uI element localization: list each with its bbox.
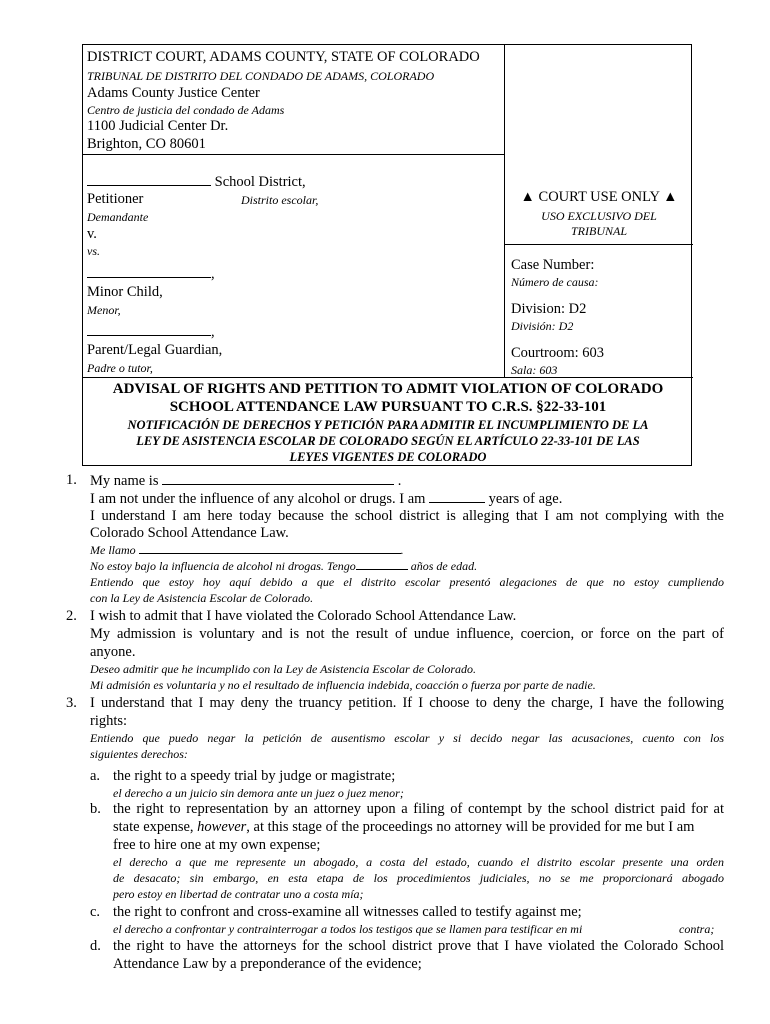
case-number-label: Case Number: (511, 257, 595, 273)
understand-line-2: Colorado School Attendance Law. (90, 525, 289, 541)
deny-petition-line-1-spanish: Entiendo que puedo negar la petición de ausentismo escolar y si decido negar las acusaciones, cuento con los (90, 731, 724, 745)
age-blank-spanish[interactable] (356, 559, 408, 570)
minor-child-blank[interactable] (87, 265, 211, 278)
my-name-line (90, 472, 401, 490)
versus-label: v. (87, 226, 97, 242)
voluntary-admission-line-2: anyone. (90, 644, 136, 660)
guardian-comma: , (211, 324, 215, 340)
my-name-line-spanish (90, 543, 404, 558)
my-name-label: My name is (90, 473, 159, 489)
voluntary-admission-line-spanish: Mi admisión es voluntaria y no el resultado de influencia indebida, coacción o fuerza por parte de nadie. (90, 678, 596, 692)
case-caption-box (82, 44, 692, 466)
deny-petition-line-2: rights: (90, 713, 128, 729)
understand-line-2-spanish: con la Ley de Asistencia Escolar de Colorado. (90, 591, 314, 605)
courtroom-label: Courtroom: 603 (511, 345, 605, 361)
school-district-line (87, 173, 306, 191)
guardian-line (87, 323, 215, 341)
right-b-text-spanish-line-1: el derecho a que me represente un abogado, a costa del estado, cuando el distrito escolar presente una orden (113, 855, 724, 869)
right-a-text-spanish: el derecho a un juicio sin demora ante un juez o juez menor; (113, 786, 404, 800)
guardian-blank[interactable] (87, 323, 211, 336)
right-c-text-spanish-2: contra; (679, 922, 715, 936)
right-a-letter: a. (90, 768, 101, 784)
age-line-spanish (90, 559, 477, 574)
age-suffix: years of age. (488, 491, 563, 507)
age-suffix-spanish: años de edad. (410, 559, 478, 573)
case-info-cell (505, 245, 693, 377)
right-b-text-line-3: free to hire one at my own expense; (113, 837, 321, 853)
document-title-line-1: ADVISAL OF RIGHTS AND PETITION TO ADMIT VIOLATION OF COLORADO (112, 381, 664, 397)
court-name: DISTRICT COURT, ADAMS COUNTY, STATE OF COLORADO (87, 49, 480, 65)
right-c-text: the right to confront and cross-examine all witnesses called to testify against me; (113, 904, 582, 920)
right-d-text-line-2: Attendance Law by a preponderance of the evidence; (113, 956, 422, 972)
item-3-number: 3. (66, 695, 77, 711)
document-title-cell (83, 377, 693, 467)
division-label-spanish: División: D2 (511, 319, 574, 333)
court-name-spanish: TRIBUNAL DE DISTRITO DEL CONDADO DE ADAMS, COLORADO (87, 69, 435, 83)
courtroom-label-spanish: Sala: 603 (511, 363, 558, 377)
court-use-only-cell (505, 45, 693, 245)
right-b-text-line-1: the right to representation by an attorney upon a filing of contempt by the school district paid for at (113, 801, 724, 817)
item-2-number: 2. (66, 608, 77, 624)
my-name-label-spanish: Me llamo (90, 543, 136, 557)
petitioner-label: Petitioner (87, 191, 144, 207)
my-name-blank-spanish[interactable] (139, 543, 401, 554)
age-blank[interactable] (429, 490, 485, 503)
minor-child-line (87, 265, 215, 283)
right-d-letter: d. (90, 938, 101, 954)
deny-petition-line-2-spanish: siguientes derechos: (90, 747, 188, 761)
right-b-letter: b. (90, 801, 101, 817)
court-use-only-label-spanish-1: USO EXCLUSIVO DEL (541, 209, 657, 223)
age-line (90, 490, 562, 508)
right-a-text: the right to a speedy trial by judge or magistrate; (113, 768, 396, 784)
document-title-spanish-line-2: LEY DE ASISTENCIA ESCOLAR DE COLORADO SEGÚN EL ARTÍCULO 22-33-101 DE LAS (136, 434, 640, 448)
minor-child-comma: , (211, 266, 215, 282)
right-b-text-line-2 (113, 819, 694, 836)
petitioner-label-spanish: Demandante (87, 210, 149, 224)
versus-label-spanish: vs. (87, 244, 100, 258)
right-b-state-expense: state expense, (113, 819, 194, 835)
school-district-label-spanish: Distrito escolar, (241, 193, 319, 207)
guardian-label: Parent/Legal Guardian, (87, 342, 223, 358)
document-title-spanish-line-3: LEYES VIGENTES DE COLORADO (289, 450, 487, 464)
document-title-line-2: SCHOOL ATTENDANCE LAW PURSUANT TO C.R.S. §22-33-101 (169, 399, 607, 415)
admit-violation-line-spanish: Deseo admitir que he incumplido con la Ley de Asistencia Escolar de Colorado. (90, 662, 477, 676)
court-use-only-label-spanish-2: TRIBUNAL (570, 224, 627, 238)
admit-violation-line: I wish to admit that I have violated the Colorado School Attendance Law. (90, 608, 517, 624)
court-street-address: 1100 Judicial Center Dr. (87, 118, 229, 134)
minor-child-label-spanish: Menor, (87, 303, 121, 317)
my-name-period: . (397, 473, 402, 489)
right-c-text-spanish-1: el derecho a confrontar y contrainterrogar a todos los testigos que se llamen para testificar en mi (113, 922, 583, 936)
guardian-label-spanish: Padre o tutor, (87, 361, 153, 375)
right-b-text-spanish-line-3: pero estoy en libertad de contratar uno a costa mía; (113, 887, 364, 901)
school-district-blank[interactable] (87, 173, 211, 186)
my-name-period-spanish: . (400, 543, 404, 557)
my-name-blank[interactable] (162, 472, 394, 485)
case-number-label-spanish: Número de causa: (511, 275, 599, 289)
influence-statement: I am not under the influence of any alcohol or drugs. I am (90, 491, 426, 507)
right-c-letter: c. (90, 904, 101, 920)
parties-cell (83, 155, 505, 377)
minor-child-label: Minor Child, (87, 284, 163, 300)
court-info-cell (83, 45, 505, 155)
court-city-address: Brighton, CO 80601 (87, 136, 206, 152)
document-title-spanish-line-1: NOTIFICACIÓN DE DERECHOS Y PETICIÓN PARA ADMITIR EL INCUMPLIMIENTO DE LA (127, 418, 649, 432)
court-use-only-label: ▲ COURT USE ONLY ▲ (520, 189, 678, 205)
understand-line-1: I understand I am here today because the school district is alleging that I am not complying with the (90, 508, 724, 524)
influence-statement-spanish: No estoy bajo la influencia de alcohol ni drogas. Tengo (90, 559, 356, 573)
understand-line-1-spanish: Entiendo que estoy hoy aquí debido a que el distrito escolar presentó alegaciones de que no estoy cumpliendo (90, 575, 724, 589)
right-b-text-spanish-line-2: de desacato; sin embargo, en esta etapa de los procedimientos judiciales, no se me proporcionará abogado (113, 871, 724, 885)
justice-center-name: Adams County Justice Center (87, 85, 260, 101)
school-district-label: School District, (214, 174, 306, 190)
deny-petition-line-1: I understand that I may deny the truancy petition. If I choose to deny the charge, I have the following (90, 695, 724, 711)
voluntary-admission-line-1: My admission is voluntary and is not the result of undue influence, coercion, or force on the part of (90, 626, 724, 642)
justice-center-name-spanish: Centro de justicia del condado de Adams (87, 103, 285, 117)
right-b-however: however (197, 819, 247, 835)
right-d-text-line-1: the right to have the attorneys for the school district prove that I have violated the Colorado School (113, 938, 724, 954)
item-1-number: 1. (66, 472, 77, 488)
right-b-no-attorney: , at this stage of the proceedings no attorney will be provided for me but I am (246, 819, 695, 835)
division-label: Division: D2 (511, 301, 587, 317)
